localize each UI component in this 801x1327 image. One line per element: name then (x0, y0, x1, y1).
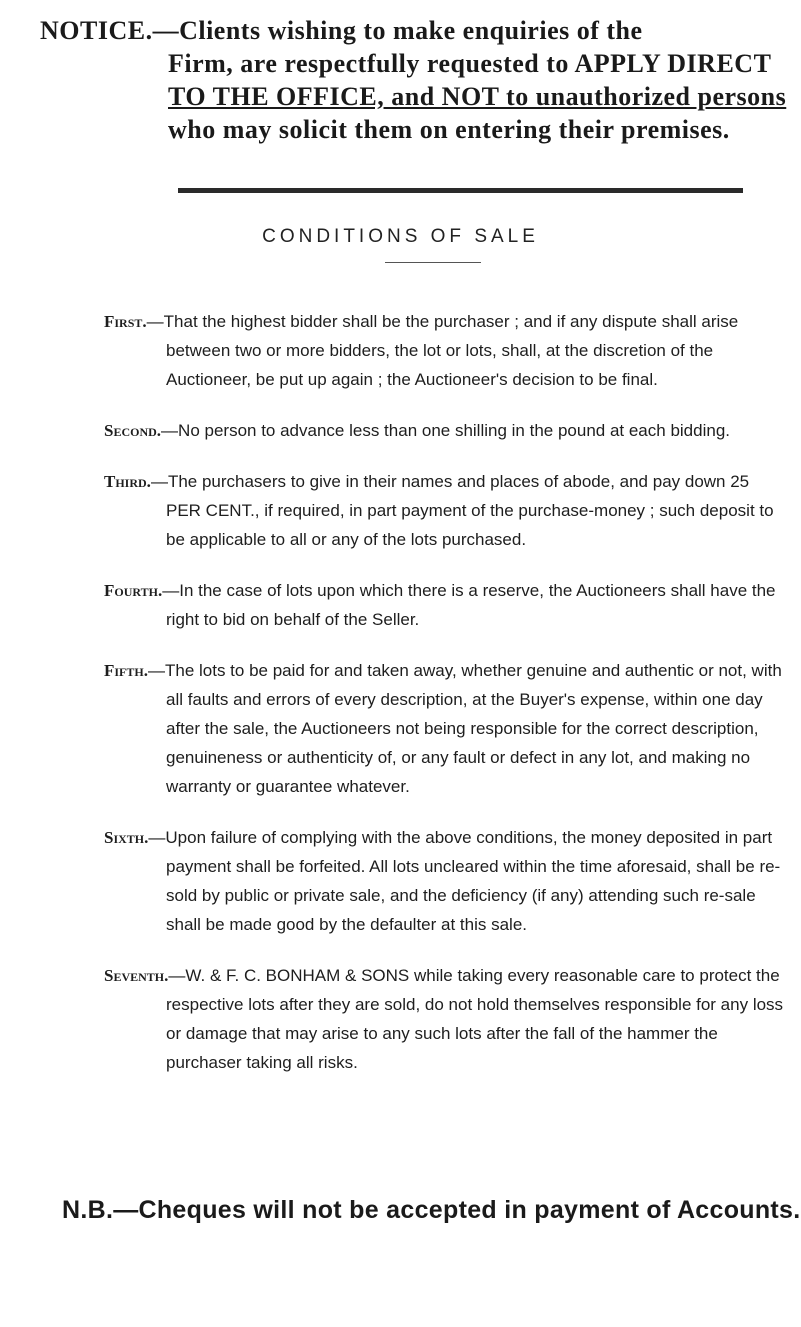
condition-sixth (104, 823, 784, 939)
condition-lead: Second. (104, 421, 162, 440)
divider-rule (178, 188, 743, 193)
notice-line-2: Firm, are respectfully requested to APPLY DIRECT (168, 49, 772, 78)
notice-block (0, 14, 801, 146)
condition-text: —W. & F. C. BONHAM & SONS while taking every reasonable care to protect the respective lots after they are sold, do not hold themselves responsible for any loss or damage that may arise to any such lots after the fall of the hammer the purchaser taking all risks. (166, 966, 784, 1072)
conditions-list (104, 290, 784, 1099)
notice-line-1: NOTICE.—Clients wishing to make enquiries of the (40, 16, 643, 45)
notice-line-4: who may solicit them on entering their premises. (168, 115, 730, 144)
condition-fifth (104, 656, 784, 801)
title-underline (385, 262, 481, 263)
condition-lead: Fourth. (104, 581, 163, 600)
condition-text: —No person to advance less than one shilling in the pound at each bidding. (161, 421, 730, 440)
cheques-note: N.B.—Cheques will not be accepted in payment of Accounts. (62, 1196, 801, 1224)
condition-lead: Sixth. (104, 828, 149, 847)
condition-text: —That the highest bidder shall be the purchaser ; and if any dispute shall arise between two or more bidders, the lot or lots, shall, at the discretion of the Auctioneer, be put up again ; the Auctioneer's decision to be final. (146, 312, 739, 389)
condition-lead: First. (104, 312, 147, 331)
condition-third (104, 467, 784, 554)
condition-lead: Seventh. (104, 966, 169, 985)
condition-fourth (104, 576, 784, 634)
notice-line-3: TO THE OFFICE, and NOT to unauthorized persons (168, 82, 787, 111)
condition-first (104, 307, 784, 394)
condition-seventh (104, 961, 784, 1077)
condition-text: —Upon failure of complying with the above conditions, the money deposited in part payment shall be forfeited. All lots uncleared within the time aforesaid, shall be re-sold by public or private sale, and the deficiency (if any) attending such re-sale shall be made good by the defaulter at this sale. (148, 828, 781, 934)
condition-lead: Fifth. (104, 661, 148, 680)
condition-lead: Third. (104, 472, 151, 491)
condition-text: —The purchasers to give in their names and places of abode, and pay down 25 PER CENT., if required, in part payment of the purchase-money ; such deposit to be applicable to all or any of the lots purchased. (150, 472, 774, 549)
page-title: CONDITIONS OF SALE (262, 226, 539, 247)
condition-text: —The lots to be paid for and taken away, whether genuine and authentic or not, with all faults and errors of every description, at the Buyer's expense, within one day after the sale, the Auctioneers not being responsible for the correct description, genuineness or authenticity of, or any fault or defect in any lot, and making no warranty or guarantee whatever. (147, 661, 782, 796)
condition-second (104, 416, 784, 445)
condition-text: —In the case of lots upon which there is a reserve, the Auctioneers shall have the right to bid on behalf of the Seller. (162, 581, 776, 629)
